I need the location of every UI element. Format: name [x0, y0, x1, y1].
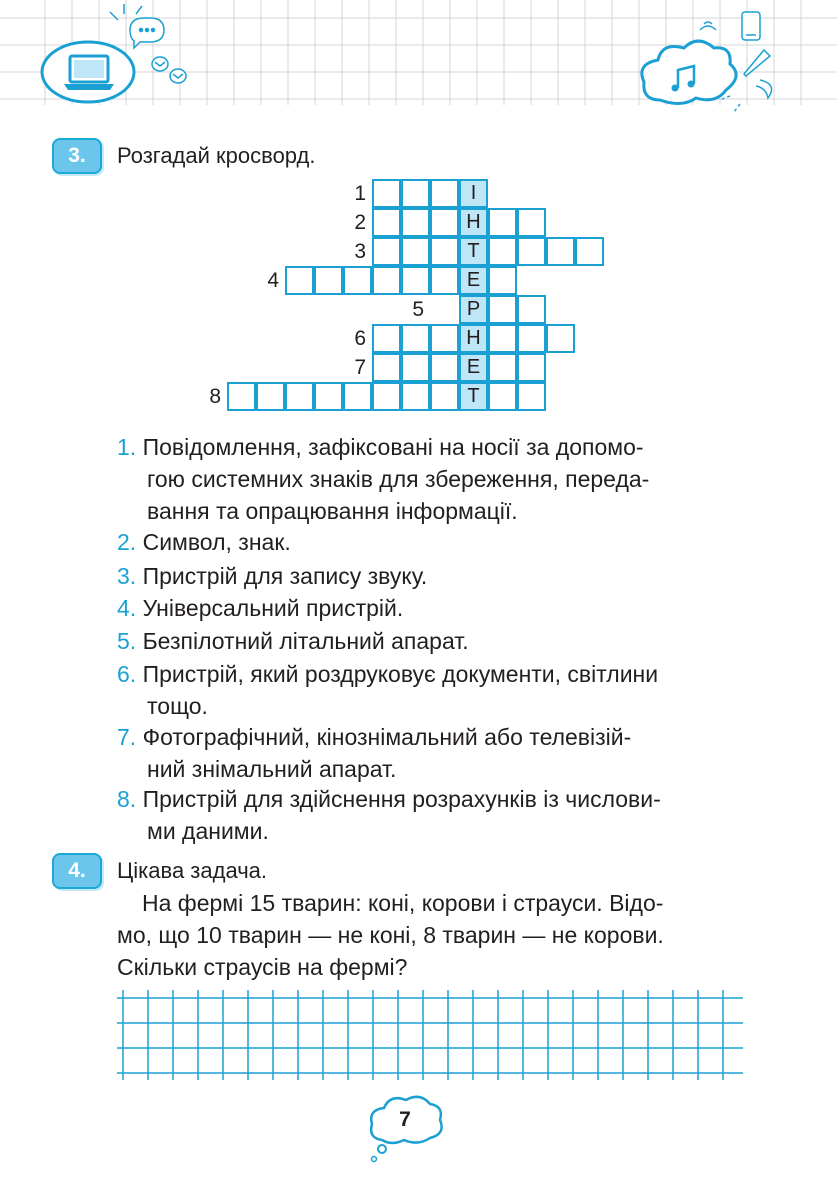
- cloud-music-icon: [642, 41, 736, 104]
- crossword-cell[interactable]: [401, 179, 430, 208]
- crossword-cell[interactable]: [401, 266, 430, 295]
- crossword-cell[interactable]: [517, 208, 546, 237]
- clue-number: 6.: [117, 661, 137, 687]
- clue-number: 2.: [117, 529, 137, 555]
- row-number: 8: [209, 385, 221, 408]
- clue-number: 7.: [117, 724, 137, 750]
- crossword-cell[interactable]: [488, 266, 517, 295]
- clue-7: [117, 721, 743, 785]
- mail-icon: [152, 57, 186, 83]
- crossword-cell[interactable]: [314, 382, 343, 411]
- crossword-cell[interactable]: [401, 382, 430, 411]
- clue-4: [117, 592, 743, 624]
- clue-text: Повідомлення, зафіксовані на носії за допомо-: [142, 434, 644, 460]
- clue-text: Пристрій, який роздруковує документи, світлини: [142, 661, 659, 687]
- clue-1: [117, 431, 743, 527]
- crossword-cell[interactable]: [430, 324, 459, 353]
- clue-8: [117, 783, 743, 847]
- crossword-cell[interactable]: [401, 237, 430, 266]
- row-number: 1: [354, 182, 366, 205]
- row-number: 4: [267, 269, 279, 292]
- crossword-cell[interactable]: [488, 237, 517, 266]
- crossword-cell[interactable]: [488, 295, 517, 324]
- crossword-cell[interactable]: [575, 237, 604, 266]
- crossword-cell[interactable]: [488, 208, 517, 237]
- crossword-cell[interactable]: [227, 382, 256, 411]
- crossword-cell[interactable]: [517, 324, 546, 353]
- crossword-cell[interactable]: [517, 382, 546, 411]
- clue-text: ми даними.: [147, 818, 269, 844]
- crossword-cell[interactable]: [256, 382, 285, 411]
- crossword-cell[interactable]: [372, 382, 401, 411]
- task-3-title: Розгадай кросворд.: [117, 143, 316, 168]
- crossword-cell[interactable]: [517, 295, 546, 324]
- crossword-cell[interactable]: [372, 353, 401, 382]
- clue-2: [117, 526, 743, 558]
- task-4-badge: [52, 853, 102, 889]
- crossword-cell[interactable]: [343, 382, 372, 411]
- clue-text: Безпілотний літальний апарат.: [142, 628, 469, 654]
- crossword-cell[interactable]: [430, 382, 459, 411]
- crossword-cell[interactable]: [430, 179, 459, 208]
- crossword-cell[interactable]: [401, 353, 430, 382]
- crossword-cell[interactable]: [430, 237, 459, 266]
- clue-text: гою системних знаків для збереження, переда-: [147, 466, 650, 492]
- crossword-cell[interactable]: [488, 324, 517, 353]
- task-3-badge: [52, 138, 102, 174]
- row-number: 7: [354, 356, 366, 379]
- task-4-text-line-3: Скільки страусів на фермі?: [117, 954, 408, 980]
- task-3-number: 3.: [68, 144, 86, 167]
- task-4-number: 4.: [68, 859, 86, 882]
- clue-text: ний знімальний апарат.: [147, 756, 397, 782]
- key-cell: І: [459, 179, 488, 208]
- crossword-cell[interactable]: [372, 266, 401, 295]
- clue-text: вання та опрацювання інформації.: [147, 498, 518, 524]
- crossword-cell[interactable]: [401, 208, 430, 237]
- crossword-cell[interactable]: [546, 237, 575, 266]
- clue-text: Символ, знак.: [142, 529, 291, 555]
- key-cell: Р: [459, 295, 488, 324]
- crossword-cell[interactable]: [430, 208, 459, 237]
- key-cell: Т: [459, 237, 488, 266]
- crossword-cell[interactable]: [488, 382, 517, 411]
- clue-3: [117, 560, 743, 592]
- crossword-cell[interactable]: [517, 353, 546, 382]
- key-cell: Е: [459, 266, 488, 295]
- crossword-cell[interactable]: [517, 237, 546, 266]
- crossword-cell[interactable]: [314, 266, 343, 295]
- crossword-cell[interactable]: [372, 179, 401, 208]
- clue-text: Фотографічний, кінознімальний або телевізій-: [142, 724, 632, 750]
- answer-grid[interactable]: [117, 990, 743, 1080]
- crossword-cell[interactable]: [372, 208, 401, 237]
- clue-number: 5.: [117, 628, 137, 654]
- crossword-cell[interactable]: [430, 266, 459, 295]
- key-cell: Н: [459, 208, 488, 237]
- row-number: 5: [412, 298, 424, 321]
- task-4-text-line-1: На фермі 15 тварин: коні, корови і страуси. Відо-: [142, 890, 664, 916]
- key-cell: Е: [459, 353, 488, 382]
- clue-text: Універсальний пристрій.: [142, 595, 404, 621]
- key-cell: Т: [459, 382, 488, 411]
- row-number: 2: [354, 211, 366, 234]
- crossword-cell[interactable]: [430, 353, 459, 382]
- laptop-icon: [42, 42, 134, 102]
- row-number: 6: [354, 327, 366, 350]
- crossword-cell[interactable]: [285, 382, 314, 411]
- crossword-cell[interactable]: [372, 324, 401, 353]
- phone-icon: [700, 12, 760, 40]
- clue-number: 8.: [117, 786, 137, 812]
- clue-5: [117, 625, 743, 657]
- row-number: 3: [354, 240, 366, 263]
- clue-number: 1.: [117, 434, 137, 460]
- clue-6: [117, 658, 743, 722]
- crossword-cell[interactable]: [488, 353, 517, 382]
- clue-text: тощо.: [147, 693, 208, 719]
- crossword-cell[interactable]: [285, 266, 314, 295]
- crossword-cell[interactable]: [343, 266, 372, 295]
- clue-text: Пристрій для здійснення розрахунків із числови-: [142, 786, 661, 812]
- crossword-cell[interactable]: [546, 324, 575, 353]
- task-4-title: Цікава задача.: [117, 858, 268, 883]
- header-decoration: [0, 0, 837, 115]
- crossword-cell[interactable]: [401, 324, 430, 353]
- task-4-text-line-2: мо, що 10 тварин — не коні, 8 тварин — не корови.: [117, 922, 664, 948]
- page-number: 7: [399, 1108, 411, 1131]
- key-cell: Н: [459, 324, 488, 353]
- crossword-cell[interactable]: [372, 237, 401, 266]
- clue-text: Пристрій для запису звуку.: [142, 563, 428, 589]
- speech-bubble-icon: [110, 4, 164, 48]
- clue-number: 4.: [117, 595, 137, 621]
- clue-number: 3.: [117, 563, 137, 589]
